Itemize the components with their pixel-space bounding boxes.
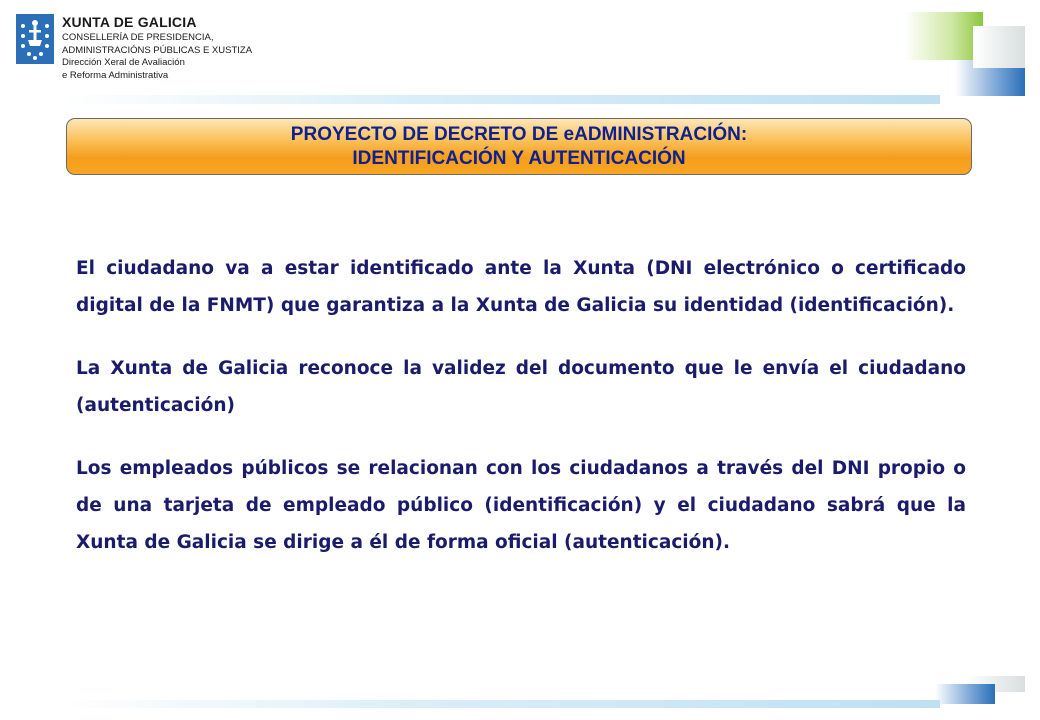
paragraph-identification: El ciudadano va a estar identificado ante la Xunta (DNI electrónico o certificado digital de la FNMT) que garantiza a la Xunta de Galicia su identidad (identificación). [76, 258, 966, 316]
dept-line-3: Dirección Xeral de Avaliación [62, 57, 185, 68]
banner-title-line-2: IDENTIFICACIÓN Y AUTENTICACIÓN [352, 148, 686, 169]
header-logo [16, 14, 252, 82]
dept-line-1: CONSELLERÍA DE PRESIDENCIA, [62, 32, 214, 43]
top-divider-bar [60, 95, 940, 104]
top-right-decoration [905, 12, 1025, 104]
body-content [76, 250, 966, 587]
banner-title-line-1: PROYECTO DE DECRETO DE eADMINISTRACIÓN: [290, 124, 748, 145]
dept-line-4: e Reforma Administrativa [62, 69, 169, 81]
title-banner [66, 118, 972, 175]
xunta-shield-icon [16, 14, 54, 64]
dept-line-2: ADMINISTRACIÓNS PÚBLICAS E XUSTIZA [62, 44, 253, 56]
bottom-divider-bar [60, 700, 940, 708]
paragraph-authentication: La Xunta de Galicia reconoce la validez del documento que le envía el ciudadano (autenticación) [76, 358, 966, 416]
org-title: XUNTA DE GALICIA [62, 14, 197, 30]
bottom-right-decoration [935, 676, 1025, 710]
paragraph-public-employees: Los empleados públicos se relacionan con los ciudadanos a través del DNI propio o de una tarjeta de empleado público (identificación) y el ciudadano sabrá que la Xunta de Galicia se dirige a él de forma oficial (autenticación). [76, 458, 966, 553]
